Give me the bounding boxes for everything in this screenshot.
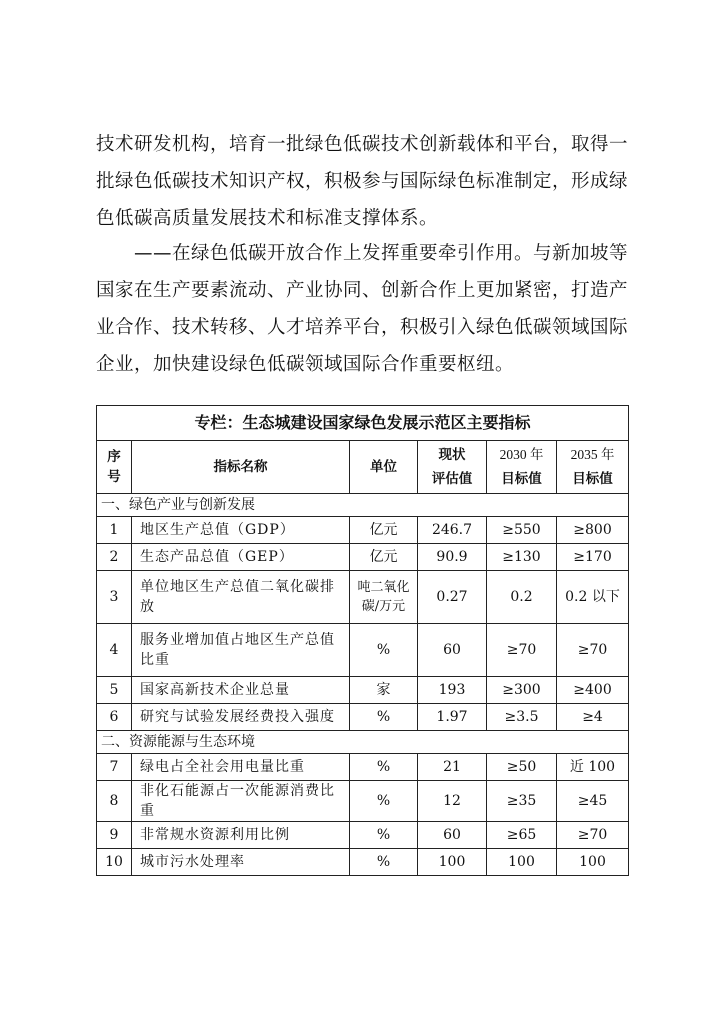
cell-index: 4 xyxy=(97,624,132,677)
cell-2030: 100 xyxy=(487,849,557,876)
cell-unit: 家 xyxy=(350,677,418,704)
section-title: 一、绿色产业与创新发展 xyxy=(97,494,629,517)
cell-2030: ≥3.5 xyxy=(487,704,557,731)
cell-2035: ≥45 xyxy=(557,781,629,822)
table-row xyxy=(97,544,629,571)
cell-current: 100 xyxy=(418,849,487,876)
cell-name: 绿电占全社会用电量比重 xyxy=(132,754,350,781)
cell-2035: 0.2 以下 xyxy=(557,571,629,624)
cell-name: 非常规水资源利用比例 xyxy=(132,822,350,849)
header-2030 xyxy=(487,441,557,494)
cell-index: 5 xyxy=(97,677,132,704)
header-2030-line1: 2030 年 xyxy=(499,447,544,462)
cell-unit: 吨二氧化碳/万元 xyxy=(350,571,418,624)
table-row xyxy=(97,781,629,822)
header-2035 xyxy=(557,441,629,494)
cell-current: 21 xyxy=(418,754,487,781)
cell-unit: 亿元 xyxy=(350,544,418,571)
cell-current: 246.7 xyxy=(418,517,487,544)
header-index: 序号 xyxy=(97,441,132,494)
cell-current: 0.27 xyxy=(418,571,487,624)
cell-name: 单位地区生产总值二氧化碳排放 xyxy=(132,571,350,624)
cell-2035: ≥400 xyxy=(557,677,629,704)
header-2035-line2: 目标值 xyxy=(572,471,613,487)
cell-index: 10 xyxy=(97,849,132,876)
table-row xyxy=(97,754,629,781)
cell-index: 2 xyxy=(97,544,132,571)
header-2030-line2: 目标值 xyxy=(501,471,542,487)
cell-2030: 0.2 xyxy=(487,571,557,624)
cell-index: 9 xyxy=(97,822,132,849)
section-title: 二、资源能源与生态环境 xyxy=(97,731,629,754)
table-row xyxy=(97,571,629,624)
cell-unit: 亿元 xyxy=(350,517,418,544)
cell-2035: ≥70 xyxy=(557,624,629,677)
cell-name: 国家高新技术企业总量 xyxy=(132,677,350,704)
cell-current: 60 xyxy=(418,624,487,677)
cell-2030: ≥130 xyxy=(487,544,557,571)
cell-index: 7 xyxy=(97,754,132,781)
cell-2030: ≥70 xyxy=(487,624,557,677)
table-row xyxy=(97,822,629,849)
cell-2035: ≥170 xyxy=(557,544,629,571)
cell-current: 193 xyxy=(418,677,487,704)
table-row xyxy=(97,677,629,704)
paragraph-2-body: 与新加坡等国家在生产要素流动、产业协同、创新合作上更加紧密，打造产业合作、技术转移、人才培养平台，积极引入绿色低碳领域国际企业，加快建设绿色低碳领域国际合作重要枢纽。 xyxy=(96,243,629,375)
cell-2030: ≥35 xyxy=(487,781,557,822)
cell-2035: 近 100 xyxy=(557,754,629,781)
table-row xyxy=(97,517,629,544)
paragraph-1: 技术研发机构，培育一批绿色低碳技术创新载体和平台，取得一批绿色低碳技术知识产权，积极参与国际绿色标准制定，形成绿色低碳高质量发展技术和标准支撑体系。 xyxy=(96,134,629,229)
cell-name: 地区生产总值（GDP） xyxy=(132,517,350,544)
cell-current: 12 xyxy=(418,781,487,822)
cell-index: 6 xyxy=(97,704,132,731)
table-caption: 专栏：生态城建设国家绿色发展示范区主要指标 xyxy=(97,406,629,441)
header-unit: 单位 xyxy=(350,441,418,494)
header-name: 指标名称 xyxy=(132,441,350,494)
header-current-line1: 现状 xyxy=(438,447,466,463)
cell-2030: ≥50 xyxy=(487,754,557,781)
cell-unit: % xyxy=(350,822,418,849)
paragraph-2-lead: ——在绿色低碳开放合作上发挥重要牵引作用。 xyxy=(134,243,534,264)
indicators-table xyxy=(96,405,629,876)
cell-2035: ≥4 xyxy=(557,704,629,731)
paragraph-2 xyxy=(96,235,630,383)
header-2035-line1: 2035 年 xyxy=(570,447,615,462)
cell-2035: ≥800 xyxy=(557,517,629,544)
header-current-line2: 评估值 xyxy=(431,471,473,487)
cell-unit: % xyxy=(350,704,418,731)
cell-current: 1.97 xyxy=(418,704,487,731)
cell-unit: % xyxy=(350,624,418,677)
table-row xyxy=(97,849,629,876)
cell-name: 服务业增加值占地区生产总值比重 xyxy=(132,624,350,677)
cell-name: 非化石能源占一次能源消费比重 xyxy=(132,781,350,822)
cell-unit: % xyxy=(350,849,418,876)
table-row xyxy=(97,624,629,677)
cell-2030: ≥300 xyxy=(487,677,557,704)
cell-unit: % xyxy=(350,754,418,781)
header-current xyxy=(418,441,487,494)
cell-unit: % xyxy=(350,781,418,822)
table-row xyxy=(97,704,629,731)
cell-index: 8 xyxy=(97,781,132,822)
cell-2030: ≥550 xyxy=(487,517,557,544)
cell-name: 生态产品总值（GEP） xyxy=(132,544,350,571)
cell-index: 3 xyxy=(97,571,132,624)
cell-2035: ≥70 xyxy=(557,822,629,849)
cell-current: 60 xyxy=(418,822,487,849)
cell-index: 1 xyxy=(97,517,132,544)
cell-name: 城市污水处理率 xyxy=(132,849,350,876)
cell-current: 90.9 xyxy=(418,544,487,571)
cell-2030: ≥65 xyxy=(487,822,557,849)
cell-2035: 100 xyxy=(557,849,629,876)
cell-name: 研究与试验发展经费投入强度 xyxy=(132,704,350,731)
